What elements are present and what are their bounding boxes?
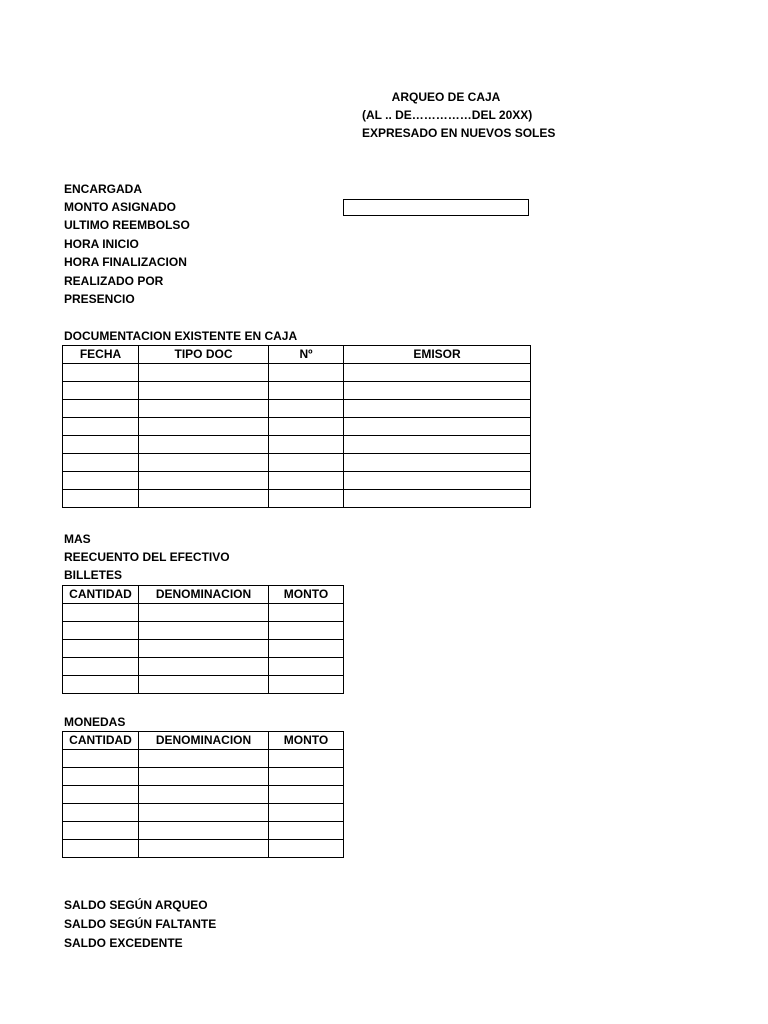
table-cell[interactable] [63,604,139,622]
table-cell[interactable] [63,436,139,454]
table-row [63,822,344,840]
saldo-excedente-label: SALDO EXCEDENTE [64,936,183,950]
billetes-table [62,585,344,694]
table-cell[interactable] [269,622,344,640]
monedas-table [62,731,344,858]
document-title: ARQUEO DE CAJA [391,90,501,104]
label-hora-inicio: HORA INICIO [64,237,139,251]
table-cell[interactable] [63,472,139,490]
table-row [63,490,531,508]
column-header-denominacion: DENOMINACION [139,586,269,604]
table-cell[interactable] [269,804,344,822]
monedas-table-body [63,750,344,858]
table-cell[interactable] [139,822,269,840]
table-cell[interactable] [269,840,344,858]
document-header [362,88,556,142]
billetes-header-row [63,586,344,604]
table-cell[interactable] [139,640,269,658]
table-cell[interactable] [269,490,344,508]
table-cell[interactable] [63,364,139,382]
table-cell[interactable] [139,472,269,490]
table-cell[interactable] [63,786,139,804]
table-cell[interactable] [63,822,139,840]
table-cell[interactable] [139,382,269,400]
table-row [63,364,531,382]
column-header-denominacion: DENOMINACION [139,732,269,750]
table-row [63,658,344,676]
document-currency: EXPRESADO EN NUEVOS SOLES [362,126,556,140]
monedas-header-row [63,732,344,750]
table-cell[interactable] [139,658,269,676]
table-cell[interactable] [269,822,344,840]
table-cell[interactable] [344,418,531,436]
table-cell[interactable] [269,750,344,768]
table-cell[interactable] [344,436,531,454]
table-cell[interactable] [139,418,269,436]
column-header-tipo-doc: TIPO DOC [139,346,269,364]
table-row [63,622,344,640]
table-cell[interactable] [344,400,531,418]
column-header-emisor: EMISOR [344,346,531,364]
table-cell[interactable] [139,786,269,804]
table-cell[interactable] [63,622,139,640]
table-cell[interactable] [63,454,139,472]
column-header-monto: MONTO [269,586,344,604]
table-cell[interactable] [269,676,344,694]
table-cell[interactable] [344,382,531,400]
table-cell[interactable] [269,768,344,786]
table-cell[interactable] [269,364,344,382]
table-cell[interactable] [139,768,269,786]
table-cell[interactable] [269,640,344,658]
table-cell[interactable] [63,804,139,822]
table-cell[interactable] [269,786,344,804]
table-row [63,804,344,822]
table-cell[interactable] [63,418,139,436]
table-cell[interactable] [63,676,139,694]
table-cell[interactable] [344,490,531,508]
table-cell[interactable] [139,436,269,454]
table-cell[interactable] [139,604,269,622]
table-cell[interactable] [269,436,344,454]
table-row [63,786,344,804]
column-header-monto: MONTO [269,732,344,750]
table-cell[interactable] [63,400,139,418]
table-cell[interactable] [139,364,269,382]
table-cell[interactable] [139,454,269,472]
table-cell[interactable] [269,472,344,490]
table-cell[interactable] [63,840,139,858]
table-cell[interactable] [139,490,269,508]
table-cell[interactable] [63,640,139,658]
table-row [63,676,344,694]
table-row [63,454,531,472]
label-ultimo-reembolso: ULTIMO REEMBOLSO [64,218,190,232]
label-hora-finalizacion: HORA FINALIZACION [64,255,187,269]
table-row [63,382,531,400]
column-header-cantidad: CANTIDAD [63,586,139,604]
label-realizado-por: REALIZADO POR [64,274,164,288]
label-monto-asignado: MONTO ASIGNADO [64,200,177,214]
monto-asignado-field[interactable] [343,199,529,216]
table-cell[interactable] [63,768,139,786]
table-row [63,400,531,418]
table-cell[interactable] [63,490,139,508]
table-row [63,768,344,786]
table-cell[interactable] [344,454,531,472]
document-period: (AL .. DE……………DEL 20XX) [362,108,533,122]
table-row [63,640,344,658]
table-cell[interactable] [139,804,269,822]
billetes-table-body [63,604,344,694]
table-cell[interactable] [63,382,139,400]
table-cell[interactable] [139,840,269,858]
table-row [63,840,344,858]
table-cell[interactable] [139,400,269,418]
table-cell[interactable] [269,400,344,418]
saldo-arqueo-label: SALDO SEGÚN ARQUEO [64,898,208,912]
table-cell[interactable] [269,604,344,622]
table-row [63,750,344,768]
table-row [63,604,344,622]
table-cell[interactable] [139,676,269,694]
table-cell[interactable] [269,382,344,400]
column-header-fecha: FECHA [63,346,139,364]
monedas-title: MONEDAS [64,715,126,729]
documentation-table [62,345,531,508]
table-cell[interactable] [63,750,139,768]
table-cell[interactable] [139,622,269,640]
mas-label: MAS [64,532,91,546]
documentation-title: DOCUMENTACION EXISTENTE EN CAJA [64,329,298,343]
table-cell[interactable] [344,472,531,490]
table-cell[interactable] [269,454,344,472]
table-row [63,418,531,436]
table-cell[interactable] [344,364,531,382]
billetes-title: BILLETES [64,568,123,582]
table-row [63,472,531,490]
label-presencio: PRESENCIO [64,292,135,306]
saldo-faltante-label: SALDO SEGÚN FALTANTE [64,917,217,931]
documentation-table-body [63,364,531,508]
documentation-header-row [63,346,531,364]
label-encargada: ENCARGADA [64,182,142,196]
table-cell[interactable] [63,658,139,676]
column-header-numero: Nº [269,346,344,364]
table-cell[interactable] [269,658,344,676]
recount-label: REECUENTO DEL EFECTIVO [64,550,230,564]
table-row [63,436,531,454]
column-header-cantidad: CANTIDAD [63,732,139,750]
table-cell[interactable] [269,418,344,436]
table-cell[interactable] [139,750,269,768]
